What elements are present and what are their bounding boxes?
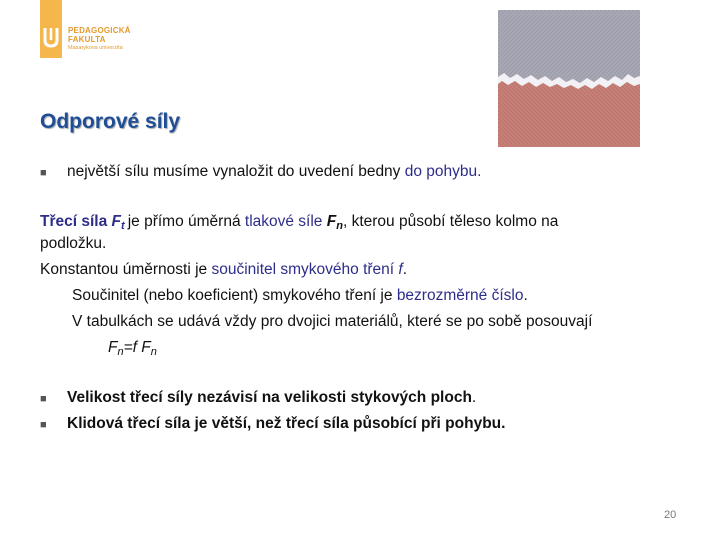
logo-text-line1: PEDAGOGICKÁ bbox=[68, 26, 131, 35]
proportionality-sentence bbox=[40, 261, 407, 279]
page-number: 20 bbox=[664, 509, 677, 521]
para1-text-f: , kterou působí těleso kolmo na bbox=[342, 213, 559, 230]
slide-title: Odporové síly bbox=[40, 110, 181, 133]
friction-force-term: Třecí síla bbox=[40, 213, 112, 230]
coefficient-term: součinitel smykového tření bbox=[211, 261, 399, 278]
bullet-text-2 bbox=[67, 389, 476, 407]
formula-rhs-subscript: n bbox=[150, 346, 157, 358]
ft-subscript: t bbox=[120, 220, 128, 232]
para2-text-a: Konstantou úměrnosti je bbox=[40, 261, 212, 278]
ft-symbol: F bbox=[111, 213, 121, 230]
formula-rhs: =f F bbox=[123, 339, 151, 356]
para2-text-d: . bbox=[402, 261, 408, 278]
bullet2-text-b: . bbox=[471, 389, 477, 406]
logo-mark-icon bbox=[43, 26, 59, 48]
friction-formula bbox=[108, 339, 157, 358]
bullet-text-1 bbox=[67, 163, 481, 181]
bullet-text-3: Klidová třecí síla je větší, než třecí síla působící při pohybu. bbox=[67, 415, 506, 432]
logo-text-line2: FAKULTA bbox=[68, 35, 106, 44]
para1-continuation: podložku. bbox=[40, 235, 107, 252]
fn-symbol: F bbox=[326, 213, 337, 230]
tables-sentence: V tabulkách se udává vždy pro dvojici materiálů, které se po sobě posouvají bbox=[72, 313, 593, 330]
dimensionless-sentence bbox=[72, 287, 528, 305]
fn-subscript: n bbox=[336, 220, 343, 232]
formula-fn-subscript: n bbox=[117, 346, 124, 358]
bullet-square-icon: ■ bbox=[40, 419, 47, 431]
bullet1-text-a: největší sílu musíme vynaložit do uvedení bedny bbox=[67, 163, 405, 180]
friction-force-sentence bbox=[40, 213, 558, 232]
normal-force-term: tlakové síle bbox=[244, 213, 327, 230]
bullet1-text-b: do pohybu. bbox=[404, 163, 482, 180]
f-symbol: f bbox=[398, 261, 403, 278]
bullet-square-icon: ■ bbox=[40, 393, 47, 405]
bullet-square-icon: ■ bbox=[40, 167, 47, 179]
dimensionless-term: bezrozměrné číslo bbox=[396, 287, 524, 304]
para3-text-a: Součinitel (nebo koeficient) smykového tření je bbox=[72, 287, 397, 304]
logo-text-line3: Masarykova univerzita bbox=[68, 45, 123, 51]
para1-text-c: je přímo úměrná bbox=[127, 213, 245, 230]
formula-fn: F bbox=[108, 339, 118, 356]
surface-contact-image bbox=[498, 10, 640, 147]
faculty-logo bbox=[40, 0, 130, 62]
para3-text-c: . bbox=[523, 287, 528, 304]
bullet2-text-a: Velikost třecí síly nezávisí na velikosti stykových ploch bbox=[67, 389, 472, 406]
logo-bar bbox=[40, 0, 62, 58]
